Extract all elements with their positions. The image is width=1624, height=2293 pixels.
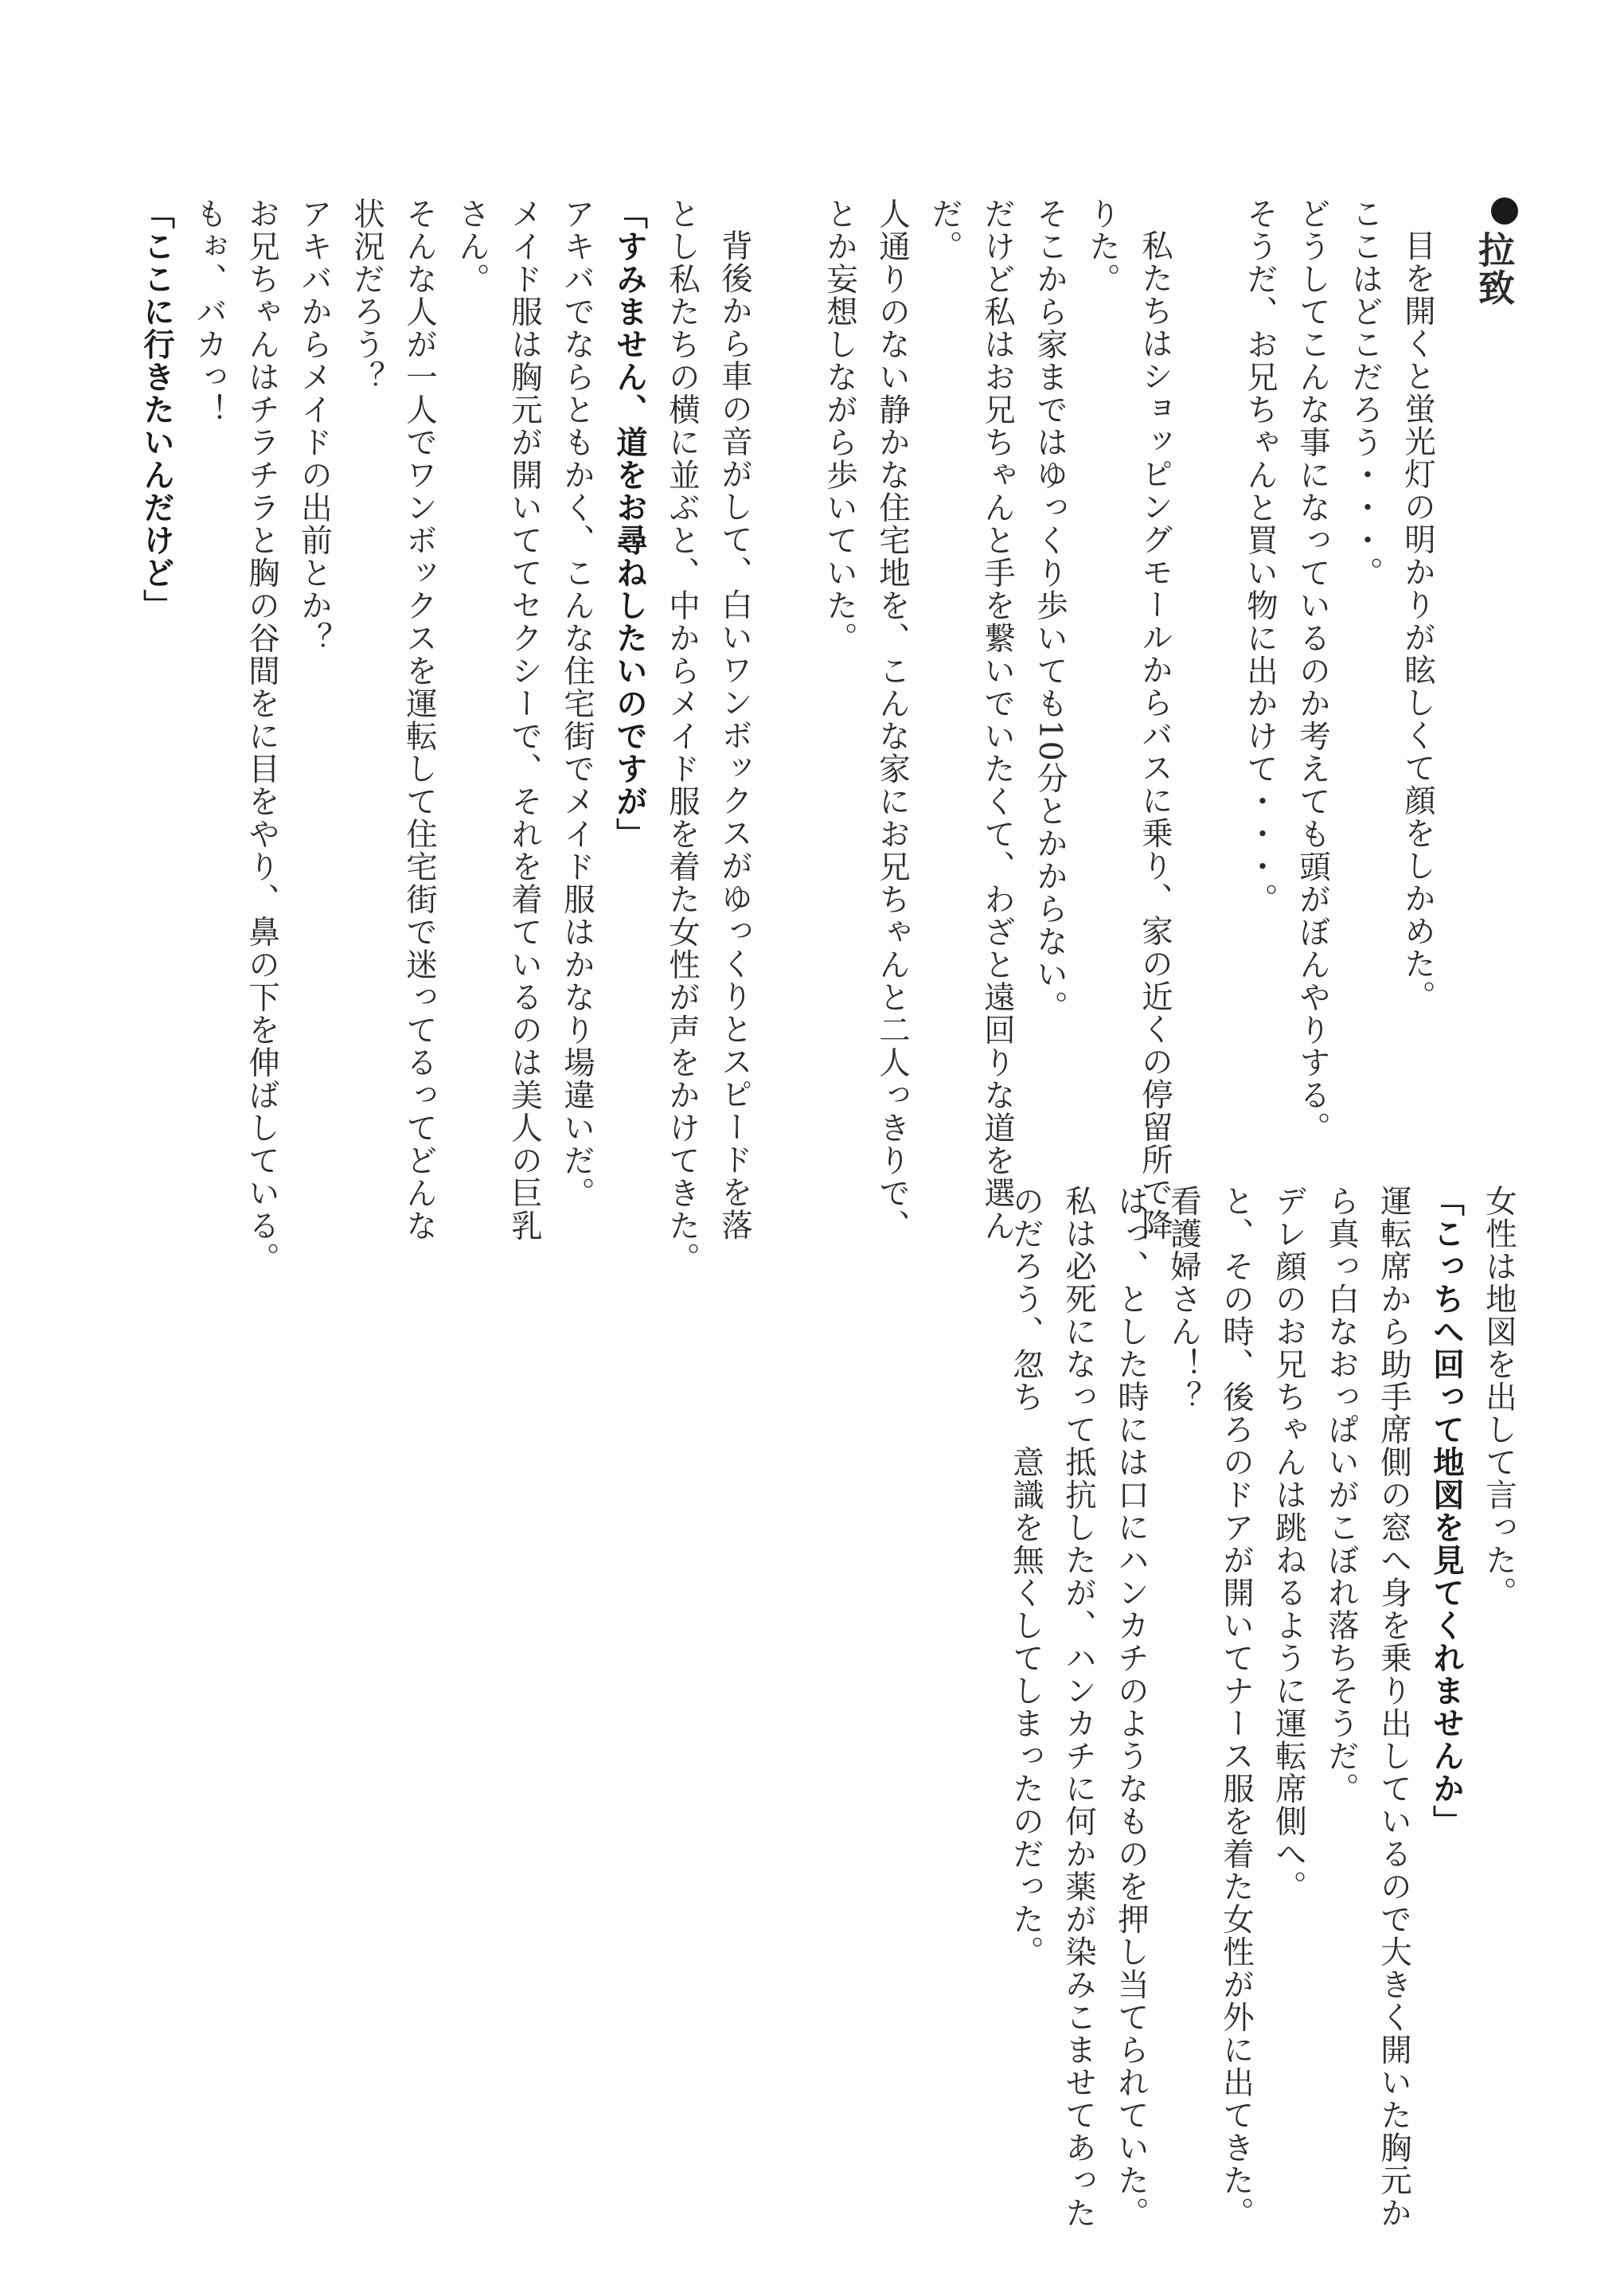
chapter-heading — [1468, 197, 1521, 1177]
text-line: ら真っ白なおっぱいがこぼれ落ちそうだ。 — [1323, 1185, 1360, 1805]
dialogue-line: 「こっちへ回って地図を見てくれませんか」 — [1428, 1185, 1465, 1838]
text-line: とし私たちの横に並ぶと、中からメイド服を着た女性が声をかけてきた。 — [664, 197, 701, 1275]
text-line: はっ、とした時には口にハンカチのようなものを押し当てられていた。 — [1113, 1185, 1150, 2229]
lower-text-block — [1000, 1185, 1525, 2229]
text-line: メイド服は胸元が開いててセクシーで、それを着ているのは美人の巨乳 — [506, 197, 543, 1242]
lower-paragraphs — [1000, 1185, 1525, 2229]
text-line: 私は必死になって抵抗したが、ハンカチに何か薬が染みこませてあった — [1060, 1185, 1097, 2229]
text-line: だけど私はお兄ちゃんと手を繋いでいたくて、わざと遠回りな道を選ん — [979, 197, 1016, 1242]
text-line: 背後から車の音がして、白いワンボックスがゆっくりとスピードを落 — [716, 229, 753, 1241]
text-line: そんな人が一人でワンボックスを運転して住宅街で迷ってるってどんな — [401, 197, 438, 1242]
text-line: 看護婦さん！？ — [1165, 1185, 1202, 1413]
chapter-title: 拉致 — [1473, 231, 1516, 307]
text-line: 運転席から助手席側の窓へ身を乗り出しているので大きく開いた胸元か — [1376, 1185, 1412, 2229]
text-line: だ。 — [927, 197, 963, 263]
paragraph-gap — [761, 197, 814, 1177]
text-line: 人通りのない静かな住宅地を、こんな家にお兄ちゃんと二人っきりで、 — [874, 197, 911, 1242]
bullet-dot-icon — [1491, 197, 1518, 225]
text-line: アキバからメイドの出前とか？ — [296, 197, 333, 654]
text-line: どうしてこんな事になっているのか考えても頭がぼんやりする。 — [1294, 197, 1331, 1144]
text-line: アキバでならともかく、こんな住宅街でメイド服はかなり場違いだ。 — [559, 197, 595, 1209]
text-line: お兄ちゃんはチラチラと胸の谷間をに目をやり、鼻の下を伸ばしている。 — [244, 197, 280, 1275]
upper-paragraphs — [131, 197, 1444, 1275]
text-line: 状況だろう？ — [349, 197, 385, 393]
text-line: デレ顔のお兄ちゃんは跳ねるように運転席側へ。 — [1271, 1185, 1307, 1903]
text-line: のだろう、忽ち 意識を無くしてしまったのだった。 — [1008, 1185, 1044, 1968]
text-line: そこから家まではゆっくり歩いても10分とかからない。 — [1032, 197, 1068, 1024]
text-line: 目を開くと蛍光灯の明かりが眩しくて顔をしかめた。 — [1400, 229, 1436, 1013]
text-line: ここはどこだろう・・・。 — [1347, 197, 1384, 589]
dialogue-line: 「ここに行きたいんだけど」 — [139, 197, 175, 622]
text-line: とか妄想しながら歩いていた。 — [822, 197, 858, 654]
text-line: もぉ、バカっ！ — [191, 197, 228, 426]
paragraph-gap — [1181, 197, 1234, 1177]
text-line: 女性は地図を出して言った。 — [1481, 1185, 1517, 1609]
text-line: 私たちはショッピングモールからバスに乗り、家の近くの停留所で降 — [1137, 229, 1173, 1241]
text-line: そうだ、お兄ちゃんと買い物に出かけて・・・。 — [1242, 197, 1279, 916]
upper-text-block — [131, 197, 1521, 1275]
text-line: と、その時、後ろのドアが開いてナース服を着た女性が外に出てきた。 — [1218, 1185, 1255, 2229]
dialogue-line: 「すみません、道をお尋ねしたいのですが」 — [611, 197, 648, 850]
text-line: さん。 — [454, 197, 490, 295]
text-line: りた。 — [1084, 197, 1121, 295]
